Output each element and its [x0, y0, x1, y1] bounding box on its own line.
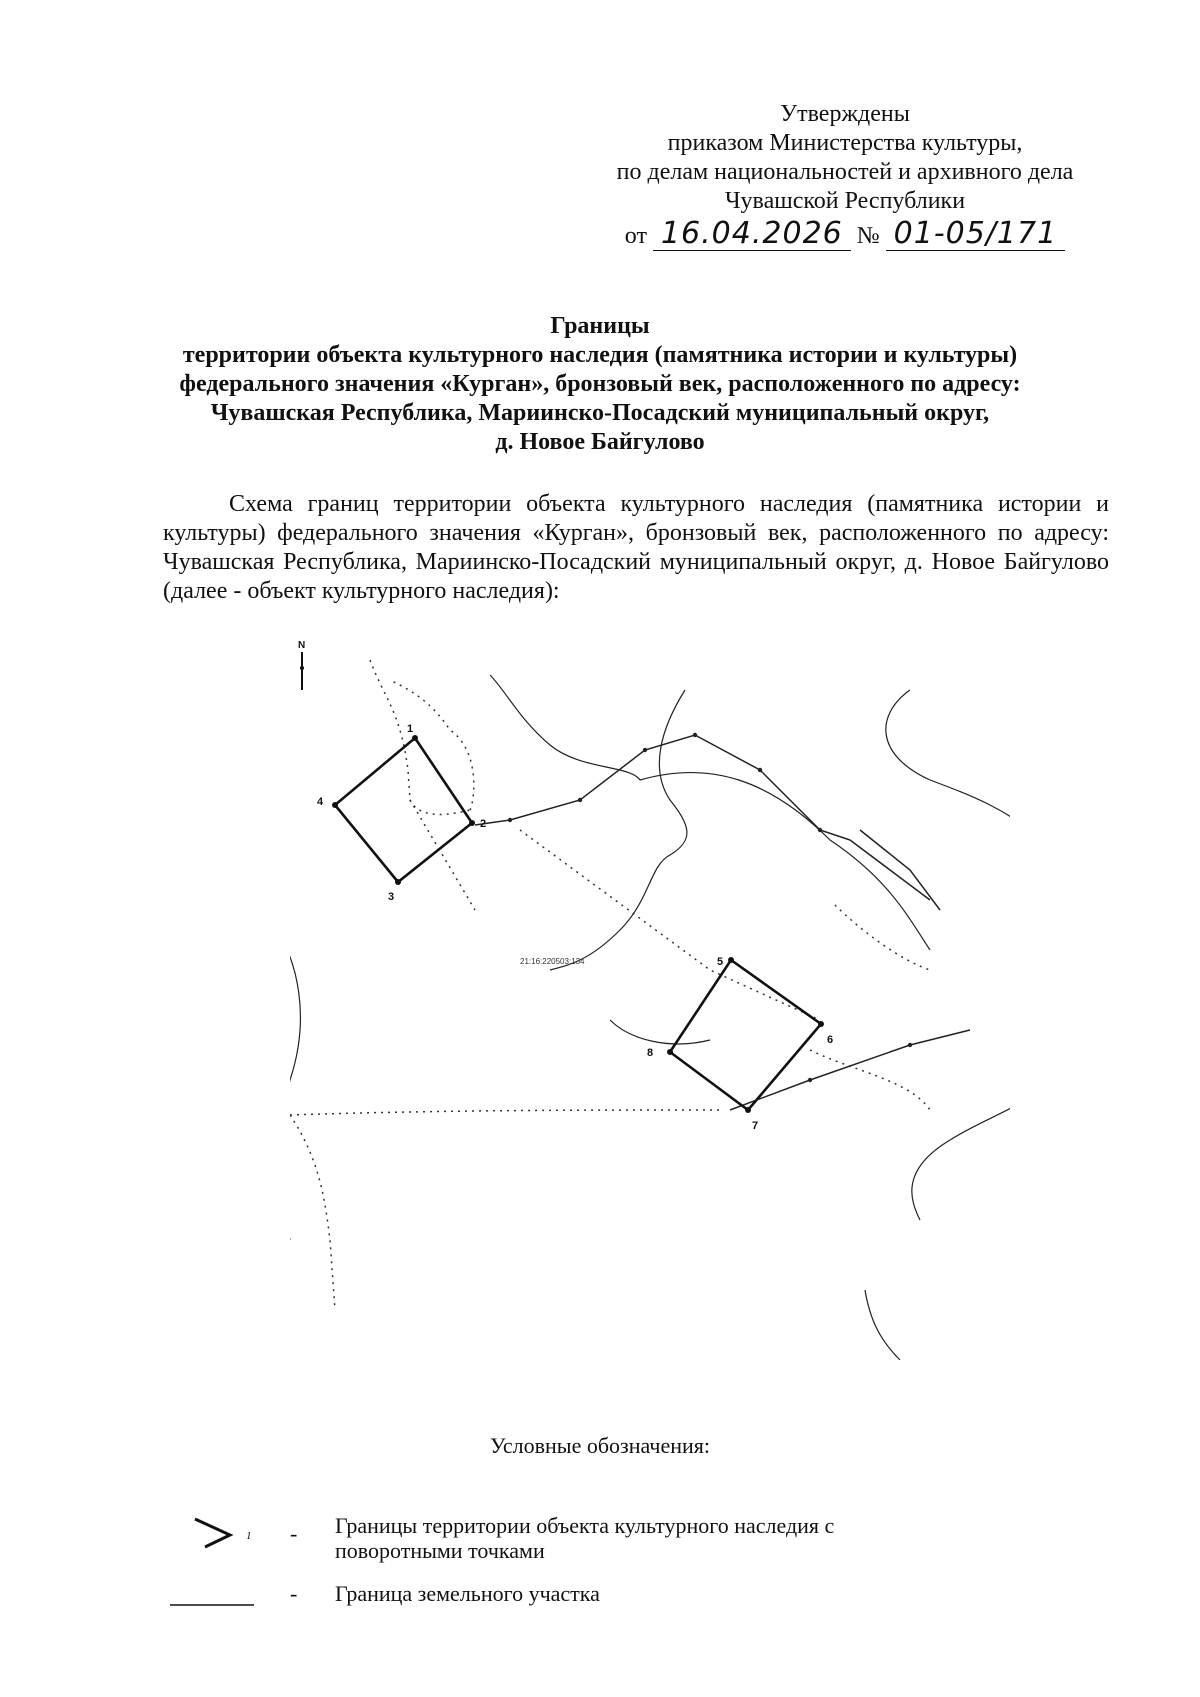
boundary-point — [332, 802, 338, 808]
point-label: 5 — [717, 956, 724, 968]
approval-block — [585, 100, 1105, 251]
handwritten-date: 16.04.2026 — [653, 218, 851, 251]
legend-symbol-label: 1 — [246, 1530, 252, 1542]
boundary-point — [395, 879, 401, 885]
point-label: 6 — [827, 1034, 834, 1046]
heritage-boundary-polygon-1 — [335, 738, 472, 882]
approval-signature-line — [585, 218, 1105, 251]
terrain-lines — [290, 675, 1010, 1360]
legend-dash: - — [290, 1581, 298, 1606]
boundary-point — [745, 1107, 751, 1113]
legend-dash: - — [290, 1521, 298, 1546]
boundary-point — [667, 1049, 673, 1055]
dotted-paths — [290, 660, 930, 1310]
boundary-point — [818, 1021, 824, 1027]
boundary-point — [469, 820, 475, 826]
boundary-points — [332, 735, 824, 1113]
north-label: N — [298, 640, 306, 651]
land-plot-line-icon — [170, 1581, 260, 1611]
point-label: 2 — [480, 818, 487, 830]
cadastral-number: 21:16:220503:134 — [520, 957, 585, 966]
title-line-2: территории объекта культурного наследия (памятника истории и культуры) — [182, 342, 1018, 368]
boundary-point — [412, 735, 418, 741]
legend-text: Граница земельного участка — [335, 1581, 600, 1606]
point-label: 3 — [388, 891, 395, 903]
legend-text: Границы территории объекта культурного наследия с поворотными точками — [335, 1513, 835, 1563]
point-label: 8 — [647, 1047, 654, 1059]
date-prefix: от — [624, 223, 647, 249]
title-line-1: Границы — [550, 313, 650, 339]
heritage-boundaries — [335, 738, 821, 1110]
road-dots — [508, 733, 912, 1082]
document-title — [100, 312, 1100, 457]
approval-line-2: приказом Министерства культуры, — [667, 130, 1023, 156]
north-arrow — [298, 640, 305, 690]
point-label: 7 — [752, 1120, 759, 1132]
point-label: 4 — [317, 796, 324, 808]
approval-line-3: по делам национальностей и архивного дела — [616, 159, 1074, 185]
heritage-boundary-polygon-2 — [670, 960, 821, 1110]
handwritten-number: 01-05/171 — [886, 218, 1066, 251]
title-line-3: федерального значения «Курган», бронзовый век, расположенного по адресу: — [179, 371, 1021, 397]
boundary-map — [290, 640, 1010, 1360]
approval-line-4: Чувашской Республики — [724, 188, 966, 214]
number-prefix: № — [856, 223, 880, 249]
title-line-5: д. Новое Байгулово — [495, 429, 705, 455]
scheme-description: Схема границ территории объекта культурного наследия (памятника истории и культуры) федерального значения «Курган», бронзовый век, расположенного по адресу: Чувашская Республика, Мариинско-Посадский муниципальный округ, д. Новое Байгулово (далее - объект культурного наследия): — [163, 491, 1109, 604]
land-plot-boundary — [475, 735, 970, 1110]
point-labels — [317, 723, 833, 1132]
approval-line-1: Утверждены — [780, 101, 910, 127]
legend-title: Условные обозначения: — [489, 1433, 711, 1458]
boundary-turn-point-icon — [170, 1513, 260, 1553]
point-label: 1 — [407, 723, 414, 735]
title-line-4: Чувашская Республика, Мариинско-Посадский муниципальный округ, — [210, 400, 990, 426]
boundary-point — [728, 957, 734, 963]
